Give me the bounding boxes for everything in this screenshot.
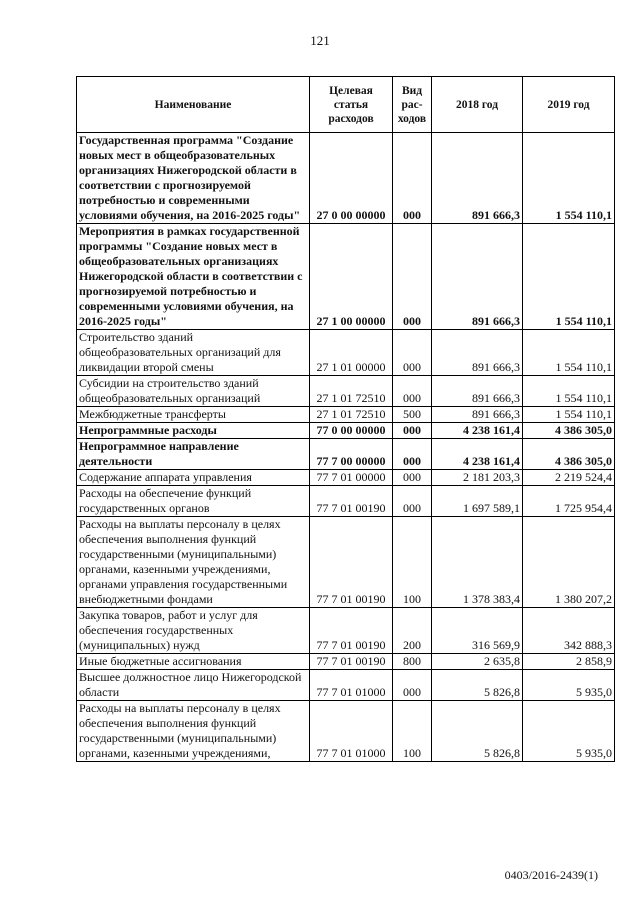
row-name: Расходы на обеспечение функций государственных органов <box>77 486 310 517</box>
row-type: 000 <box>393 224 432 330</box>
row-2018: 1 697 589,1 <box>432 486 523 517</box>
row-2018: 891 666,3 <box>432 133 523 224</box>
table-row <box>77 701 615 762</box>
row-name: Закупка товаров, работ и услуг для обеспечения государственных (муниципальных) нужд <box>77 608 310 654</box>
row-code: 27 1 01 00000 <box>310 330 393 376</box>
row-2019: 2 219 524,4 <box>523 470 615 486</box>
row-2019: 4 386 305,0 <box>523 423 615 439</box>
row-code: 77 7 01 00190 <box>310 654 393 670</box>
row-2019: 1 725 954,4 <box>523 486 615 517</box>
row-code: 77 7 01 00190 <box>310 517 393 608</box>
table-row <box>77 670 615 701</box>
row-code: 27 0 00 00000 <box>310 133 393 224</box>
row-name: Содержание аппарата управления <box>77 470 310 486</box>
table-row <box>77 133 615 224</box>
table-row <box>77 608 615 654</box>
row-name: Непрограммные расходы <box>77 423 310 439</box>
row-2019: 2 858,9 <box>523 654 615 670</box>
row-2018: 2 181 203,3 <box>432 470 523 486</box>
header-target-article: Целевая статья расходов <box>310 77 393 133</box>
row-2019: 1 554 110,1 <box>523 376 615 407</box>
row-type: 500 <box>393 407 432 423</box>
row-type: 100 <box>393 701 432 762</box>
table-row <box>77 407 615 423</box>
row-2019: 5 935,0 <box>523 701 615 762</box>
row-code: 77 7 01 00190 <box>310 486 393 517</box>
row-code: 27 1 01 72510 <box>310 376 393 407</box>
row-2018: 891 666,3 <box>432 376 523 407</box>
row-code: 27 1 01 72510 <box>310 407 393 423</box>
row-name: Строительство зданий общеобразовательных организаций для ликвидации второй смены <box>77 330 310 376</box>
page-number: 121 <box>310 33 330 48</box>
row-type: 200 <box>393 608 432 654</box>
table-row <box>77 224 615 330</box>
table-row <box>77 486 615 517</box>
row-name: Мероприятия в рамках государственной программы "Создание новых мест в общеобразовательных организациях Нижегородской области в соответствии с прогнозируемой потребностью и современными условиями обучения, на 2016-2025 годы" <box>77 224 310 330</box>
row-2018: 4 238 161,4 <box>432 423 523 439</box>
budget-table <box>76 76 615 762</box>
table-row <box>77 423 615 439</box>
row-name: Государственная программа "Создание новых мест в общеобразовательных организациях Нижегородской области в соответствии с прогнозируемой потребностью и современными условиями обучения, на 2016-2025 годы" <box>77 133 310 224</box>
row-2019: 1 554 110,1 <box>523 224 615 330</box>
document-footer-code: 0403/2016-2439(1) <box>504 868 598 882</box>
table-row <box>77 654 615 670</box>
row-2019: 1 554 110,1 <box>523 330 615 376</box>
row-code: 77 7 01 00000 <box>310 470 393 486</box>
row-type: 000 <box>393 670 432 701</box>
header-year-2019: 2019 год <box>523 77 615 133</box>
row-2019: 1 554 110,1 <box>523 407 615 423</box>
row-2018: 5 826,8 <box>432 670 523 701</box>
row-name: Субсидии на строительство зданий общеобразовательных организаций <box>77 376 310 407</box>
row-2018: 2 635,8 <box>432 654 523 670</box>
row-2018: 891 666,3 <box>432 407 523 423</box>
row-type: 800 <box>393 654 432 670</box>
row-name: Расходы на выплаты персоналу в целях обеспечения выполнения функций государственными (муниципальными) органами, казенными учреждениями, <box>77 701 310 762</box>
table-header-row <box>77 77 615 133</box>
row-2018: 891 666,3 <box>432 330 523 376</box>
row-2019: 5 935,0 <box>523 670 615 701</box>
row-name: Расходы на выплаты персоналу в целях обеспечения выполнения функций государственными (муниципальными) органами, казенными учреждениями, органами управления государственными внебюджетными фондами <box>77 517 310 608</box>
row-code: 77 7 00 00000 <box>310 439 393 470</box>
row-2019: 1 380 207,2 <box>523 517 615 608</box>
row-2018: 891 666,3 <box>432 224 523 330</box>
row-type: 000 <box>393 376 432 407</box>
row-name: Высшее должностное лицо Нижегородской области <box>77 670 310 701</box>
row-code: 77 7 01 01000 <box>310 701 393 762</box>
row-2018: 5 826,8 <box>432 701 523 762</box>
row-type: 100 <box>393 517 432 608</box>
row-code: 77 7 01 01000 <box>310 670 393 701</box>
row-2019: 342 888,3 <box>523 608 615 654</box>
row-2019: 4 386 305,0 <box>523 439 615 470</box>
table-row <box>77 330 615 376</box>
table-row <box>77 517 615 608</box>
table-row <box>77 376 615 407</box>
table-row <box>77 470 615 486</box>
header-name: Наименование <box>77 77 310 133</box>
header-year-2018: 2018 год <box>432 77 523 133</box>
header-expense-type: Вид рас-ходов <box>393 77 432 133</box>
row-name: Непрограммное направление деятельности <box>77 439 310 470</box>
row-2019: 1 554 110,1 <box>523 133 615 224</box>
row-name: Иные бюджетные ассигнования <box>77 654 310 670</box>
row-type: 000 <box>393 439 432 470</box>
row-code: 27 1 00 00000 <box>310 224 393 330</box>
row-2018: 4 238 161,4 <box>432 439 523 470</box>
row-type: 000 <box>393 330 432 376</box>
table-row <box>77 439 615 470</box>
row-2018: 316 569,9 <box>432 608 523 654</box>
row-type: 000 <box>393 470 432 486</box>
row-2018: 1 378 383,4 <box>432 517 523 608</box>
row-type: 000 <box>393 133 432 224</box>
row-code: 77 7 01 00190 <box>310 608 393 654</box>
row-code: 77 0 00 00000 <box>310 423 393 439</box>
row-name: Межбюджетные трансферты <box>77 407 310 423</box>
row-type: 000 <box>393 486 432 517</box>
row-type: 000 <box>393 423 432 439</box>
